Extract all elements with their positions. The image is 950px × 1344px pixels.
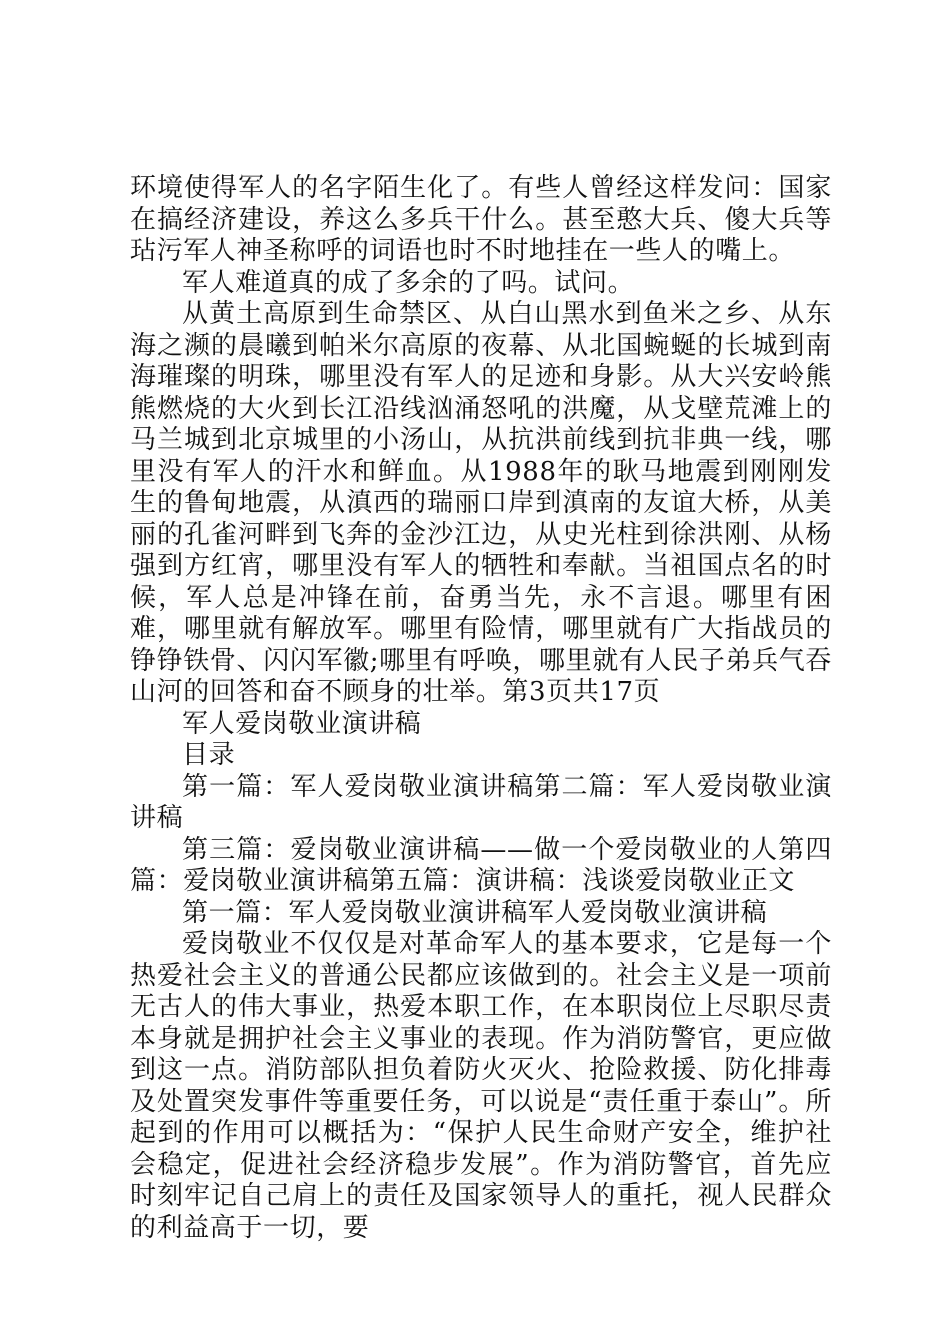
paragraph-body: 爱岗敬业不仅仅是对革命军人的基本要求，它是每一个热爱社会主义的普通公民都应该做到的。社会主义是一项前无古人的伟大事业，热爱本职工作，在本职岗位上尽职尽责本身就是拥护社会主义事业的表现。作为消防警官，更应做到这一点。消防部队担负着防火灭火、抢险救援、防化排毒及处置突发事件等重要任务，可以说是“责任重于泰山”。所起到的作用可以概括为：“保护人民生命财产安全，维护社会稳定，促进社会经济稳步发展”。作为消防警官，首先应时刻牢记自己肩上的责任及国家领导人的重托，视人民群众的利益高于一切，要 xyxy=(130,929,832,1243)
paragraph-2: 军人难道真的成了多余的了吗。试问。 xyxy=(182,267,635,298)
toc-entry-2: 第三篇：爱岗敬业演讲稿——做一个爱岗敬业的人第四篇：爱岗敬业演讲稿第五篇：演讲稿：浅谈爱岗敬业正文 xyxy=(130,834,832,896)
toc-entry-1: 第一篇：军人爱岗敬业演讲稿第二篇：军人爱岗敬业演讲稿 xyxy=(130,771,832,833)
section-heading: 第一篇：军人爱岗敬业演讲稿军人爱岗敬业演讲稿 xyxy=(182,897,768,928)
paragraph-3: 从黄土高原到生命禁区、从白山黑水到鱼米之乡、从东海之濒的晨曦到帕米尔高原的夜幕、从北国蜿蜒的长城到南海璀璨的明珠，哪里没有军人的足迹和身影。从大兴安岭熊熊燃烧的大火到长江沿线汹涌怒吼的洪魔，从戈壁荒滩上的马兰城到北京城里的小汤山，从抗洪前线到抗非典一线，哪里没有军人的汗水和鲜血。从1988年的耿马地震到刚刚发生的鲁甸地震，从滇西的瑞丽口岸到滇南的友谊大桥，从美丽的孔雀河畔到飞奔的金沙江边，从史光柱到徐洪刚、从杨强到方红宵，哪里没有军人的牺牲和奉献。当祖国点名的时候，军人总是冲锋在前，奋勇当先，永不言退。哪里有困难，哪里就有解放军。哪里有险情，哪里就有广大指战员的铮铮铁骨、闪闪军徽;哪里有呼唤，哪里就有人民子弟兵气吞山河的回答和奋不顾身的壮举。第3页共17页 xyxy=(130,299,832,707)
toc-heading: 目录 xyxy=(182,740,236,770)
speech-title: 军人爱岗敬业演讲稿 xyxy=(182,708,422,739)
paragraph-1: 环境使得军人的名字陌生化了。有些人曾经这样发问：国家在搞经济建设，养这么多兵干什么。甚至憨大兵、傻大兵等玷污军人神圣称呼的词语也时不时地挂在一些人的嘴上。 xyxy=(130,173,832,266)
document-body xyxy=(130,173,832,1244)
